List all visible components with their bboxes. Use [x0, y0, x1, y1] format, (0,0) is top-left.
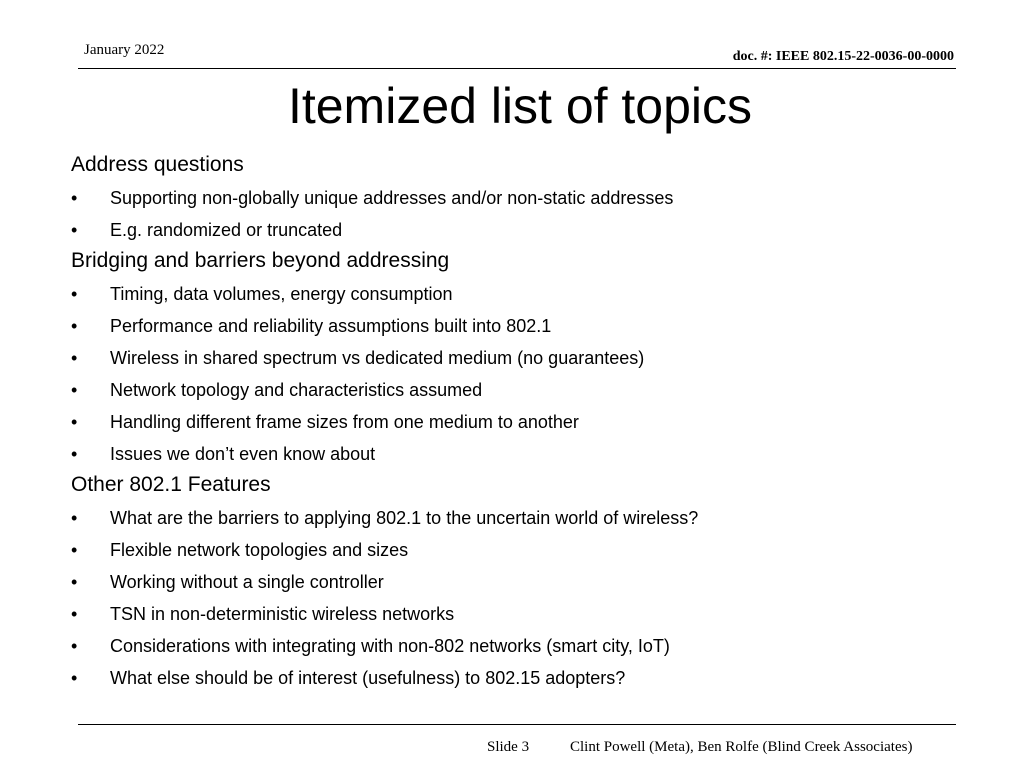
section-other-features [71, 470, 971, 694]
bullet-list [71, 502, 971, 694]
list-item [71, 566, 971, 598]
bullet-icon: • [71, 188, 78, 208]
list-item-text: What else should be of interest (usefulness) to 802.15 adopters? [110, 668, 626, 688]
list-item-text: E.g. randomized or truncated [110, 220, 343, 240]
bullet-icon: • [71, 540, 78, 560]
bullet-icon: • [71, 284, 78, 304]
list-item [71, 214, 971, 246]
list-item [71, 438, 971, 470]
section-bridging-barriers [71, 246, 971, 470]
bullet-icon: • [71, 444, 78, 464]
section-heading: Other 802.1 Features [71, 473, 271, 496]
list-item-text: Considerations with integrating with non-802 networks (smart city, IoT) [110, 636, 670, 656]
list-item-text: TSN in non-deterministic wireless networks [110, 604, 455, 624]
header-divider [78, 68, 956, 69]
footer-authors: Clint Powell (Meta), Ben Rolfe (Blind Creek Associates) [570, 739, 913, 755]
bullet-icon: • [71, 220, 78, 240]
footer-slide-number: Slide 3 [487, 739, 530, 755]
list-item-text: What are the barriers to applying 802.1 to the uncertain world of wireless? [110, 508, 699, 528]
bullet-icon: • [71, 636, 78, 656]
section-heading: Bridging and barriers beyond addressing [71, 249, 450, 272]
bullet-list [71, 278, 971, 470]
list-item [71, 502, 971, 534]
list-item [71, 630, 971, 662]
bullet-icon: • [71, 668, 78, 688]
list-item [71, 182, 971, 214]
list-item [71, 310, 971, 342]
bullet-icon: • [71, 380, 78, 400]
list-item [71, 406, 971, 438]
bullet-list [71, 182, 971, 246]
header-doc-number: doc. #: IEEE 802.15-22-0036-00-0000 [732, 49, 954, 64]
bullet-icon: • [71, 604, 78, 624]
list-item-text: Wireless in shared spectrum vs dedicated medium (no guarantees) [110, 348, 645, 368]
list-item-text: Handling different frame sizes from one medium to another [110, 412, 579, 432]
list-item [71, 534, 971, 566]
list-item-text: Working without a single controller [110, 572, 384, 592]
section-address-questions [71, 150, 971, 246]
list-item [71, 662, 971, 694]
list-item-text: Supporting non-globally unique addresses and/or non-static addresses [110, 188, 674, 208]
list-item-text: Timing, data volumes, energy consumption [110, 284, 453, 304]
slide-content [71, 150, 971, 694]
bullet-icon: • [71, 572, 78, 592]
list-item-text: Flexible network topologies and sizes [110, 540, 409, 560]
slide-title: Itemized list of topics [287, 78, 753, 134]
list-item [71, 278, 971, 310]
list-item [71, 598, 971, 630]
list-item [71, 342, 971, 374]
list-item-text: Network topology and characteristics assumed [110, 380, 483, 400]
list-item-text: Issues we don’t even know about [110, 444, 376, 464]
bullet-icon: • [71, 412, 78, 432]
bullet-icon: • [71, 508, 78, 528]
bullet-icon: • [71, 348, 78, 368]
section-heading: Address questions [71, 153, 244, 176]
list-item-text: Performance and reliability assumptions built into 802.1 [110, 316, 552, 336]
list-item [71, 374, 971, 406]
footer-divider [78, 724, 956, 725]
header-date: January 2022 [84, 42, 165, 58]
bullet-icon: • [71, 316, 78, 336]
